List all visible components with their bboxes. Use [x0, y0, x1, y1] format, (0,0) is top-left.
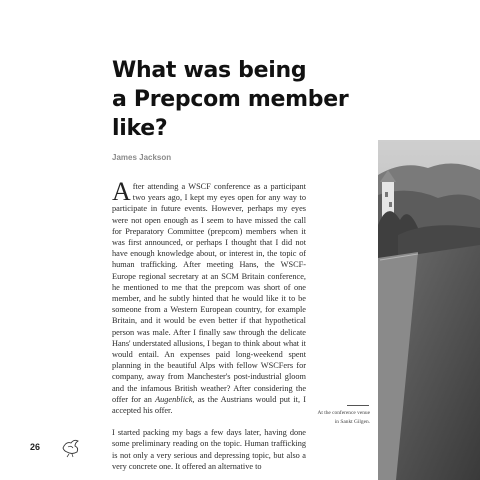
paragraph-text-tail: , as the Austrians would put it, I accepted his offer.	[112, 394, 306, 416]
body-paragraph	[112, 177, 306, 416]
title-line: a Prepcom member	[112, 87, 349, 112]
body-paragraph: I started packing my bags a few days later, having done some preliminary reading on the topic. Human trafficking is not only a very serious and depressing topic, but also a very concrete one. It offered an alternative to	[112, 428, 306, 471]
caption-line: in Sankt Gilgen.	[334, 418, 370, 425]
venue-photo	[378, 140, 480, 480]
venue-photo-image	[378, 140, 480, 480]
paragraph-text: fter attending a WSCF conference as a participant two years ago, I kept my eyes open for any way to participate in future events. However, perhaps my eyes were not open enough as I seem to have missed the call for Preparatory Committee (prepcom) members when it was first announced, or perhaps I thought that I did not have enough knowledge about, or interest in, the topic of human trafficking. After meeting Hans, the WSCF-Europe regional secretary at an SCM Britain conference, he mentioned to me that the prepcom was short of one member, and he subtly hinted that he would like it to be someone from a Western European country, for example Britain, and it would be even better if that hypothetical person was male. After I finally saw through the delicate Hans' understated allusions, I began to think about what it would entail. An expenses paid long-weekend spent planning in the beautiful Alps with fellow WSCFers for company, away from Manchester's post-industrial gloom and the infamous British weather? After considering the offer for an	[112, 182, 306, 404]
article-title	[112, 56, 362, 143]
title-line: What was being	[112, 58, 307, 83]
page-number: 26	[30, 442, 41, 452]
dove-logo-icon	[60, 436, 82, 458]
title-line: like?	[112, 116, 168, 141]
photo-caption	[308, 409, 370, 426]
caption-rule	[347, 405, 369, 406]
drop-cap: A	[112, 177, 131, 206]
article-body	[112, 177, 306, 472]
author-byline: James Jackson	[112, 153, 172, 162]
dove-logo-icon	[60, 436, 82, 463]
caption-line: At the conference venue	[317, 410, 370, 416]
italic-word: Augenblick	[155, 394, 193, 404]
